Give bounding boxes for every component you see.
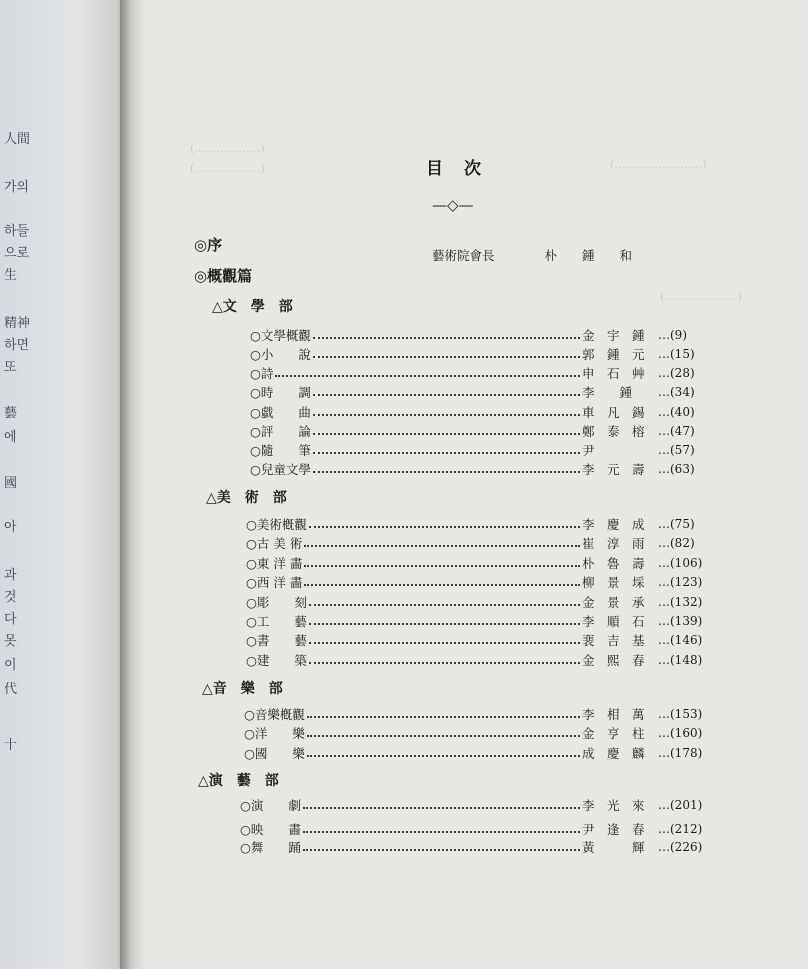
toc-entry-author: 金 亨 柱 — [582, 726, 645, 741]
left-page-fragment: 아 — [4, 520, 17, 535]
preface-heading: ◎序 — [194, 236, 223, 254]
left-page-fragment: 으로 — [4, 246, 30, 261]
toc-entry-page: …(9) — [658, 328, 687, 342]
title-divider: —◇— — [432, 196, 474, 214]
dot-leader — [309, 623, 580, 625]
dot-leader — [313, 414, 580, 416]
dot-leader — [313, 471, 580, 473]
toc-entry-page: …(148) — [658, 653, 703, 667]
toc-entry-title: ○建 築 — [246, 653, 307, 668]
toc-entry-page: …(47) — [658, 424, 695, 438]
toc-entry-title: ○兒童文學 — [250, 462, 311, 477]
category-heading: △美 術 部 — [206, 490, 287, 506]
toc-entry-page: …(139) — [658, 614, 703, 628]
left-page-fragment: 十 — [4, 738, 18, 753]
toc-entry-page: …(178) — [658, 746, 703, 760]
bleed-through-mark: (‥‥‥‥‥‥‥‥‥) — [190, 162, 265, 175]
left-page-edge — [0, 0, 132, 969]
toc-entry-title: ○時 調 — [250, 385, 311, 400]
toc-entry-author: 李 相 萬 — [582, 707, 645, 722]
toc-entry-author: 李 順 石 — [582, 614, 645, 629]
left-page-fragment: 과 — [4, 568, 17, 583]
toc-entry-title: ○評 論 — [250, 424, 311, 439]
left-page-fragment: 國 — [4, 476, 18, 491]
toc-entry-title: ○小 說 — [250, 347, 311, 362]
toc-entry-author: 黃 輝 — [582, 840, 645, 855]
dot-leader — [309, 526, 580, 528]
left-page-fragment: 에 — [4, 430, 17, 445]
toc-entry-author: 李 鍾 — [582, 385, 633, 400]
toc-entry-author: 尹 — [582, 443, 633, 458]
dot-leader — [303, 831, 580, 833]
dot-leader — [304, 565, 580, 567]
dot-leader — [313, 433, 580, 435]
toc-entry-author: 柳 景 埰 — [582, 575, 645, 590]
toc-entry-author: 尹 逢 春 — [582, 822, 645, 837]
left-page-fragment: 못 — [4, 634, 17, 649]
dot-leader — [313, 452, 580, 454]
toc-entry-title: ○彫 刻 — [246, 595, 307, 610]
dot-leader — [307, 716, 580, 718]
dot-leader — [275, 375, 580, 377]
toc-entry-author: 申 石 艸 — [582, 366, 645, 381]
toc-entry-page: …(34) — [658, 385, 695, 399]
toc-entry-title: ○文學概觀 — [250, 328, 311, 343]
left-page-fragment: 人間 — [4, 132, 31, 147]
bleed-through-mark: (‥‥‥‥‥‥‥‥‥) — [190, 142, 265, 155]
left-page-fragment: 代 — [4, 682, 18, 697]
toc-entry-title: ○美術槪觀 — [246, 517, 307, 532]
toc-entry-page: …(57) — [658, 443, 695, 457]
toc-entry-page: …(75) — [658, 517, 695, 531]
toc-entry-author: 李 慶 成 — [582, 517, 645, 532]
toc-entry-title: ○國 樂 — [244, 746, 305, 761]
left-page-fragment: 精神 — [4, 316, 31, 331]
toc-entry-title: ○工 藝 — [246, 614, 307, 629]
left-page-fragment: 이 — [4, 658, 17, 673]
toc-entry-page: …(132) — [658, 595, 703, 609]
toc-entry-title: ○戱 曲 — [250, 405, 311, 420]
toc-entry-title: ○洋 樂 — [244, 726, 305, 741]
toc-entry-title: ○西 洋 畵 — [246, 575, 303, 590]
toc-entry-page: …(15) — [658, 347, 695, 361]
toc-entry-author: 金 熙 春 — [582, 653, 645, 668]
left-page-fragment: 다 — [4, 612, 17, 627]
toc-entry-page: …(106) — [658, 556, 703, 570]
overview-heading: ◎概觀篇 — [194, 267, 253, 285]
toc-entry-page: …(63) — [658, 462, 695, 476]
toc-entry-page: …(146) — [658, 633, 703, 647]
toc-entry-author: 裵 吉 基 — [582, 633, 645, 648]
toc-entry-title: ○音樂槪觀 — [244, 707, 305, 722]
toc-entry-page: …(40) — [658, 405, 695, 419]
toc-entry-author: 李 元 壽 — [582, 462, 645, 477]
toc-entry-author: 金 宇 鍾 — [582, 328, 645, 343]
bleed-through-mark: (‥‥‥‥‥‥‥‥‥‥) — [660, 290, 742, 303]
dot-leader — [309, 662, 580, 664]
left-page-fragment: 것 — [4, 590, 17, 605]
toc-entry-page: …(123) — [658, 575, 703, 589]
category-heading: △文 學 部 — [212, 299, 293, 315]
toc-entry-title: ○古 美 術 — [246, 536, 303, 551]
toc-entry-page: …(226) — [658, 840, 703, 854]
left-page-fragment: 하면 — [4, 338, 30, 353]
toc-entry-title: ○映 畵 — [240, 822, 301, 837]
toc-entry-page: …(28) — [658, 366, 695, 380]
category-heading: △演 藝 部 — [198, 773, 279, 789]
toc-entry-title: ○詩 — [250, 366, 274, 381]
dot-leader — [309, 642, 580, 644]
toc-entry-title: ○舞 踊 — [240, 840, 301, 855]
left-page-fragment: 藝 — [4, 406, 18, 421]
toc-entry-page: …(201) — [658, 798, 703, 812]
toc-entry-title: ○演 劇 — [240, 798, 301, 813]
left-page-fragment: 가의 — [4, 180, 30, 195]
toc-page — [140, 0, 808, 969]
toc-entry-author: 朴 魯 壽 — [582, 556, 645, 571]
dot-leader — [313, 356, 580, 358]
dot-leader — [304, 545, 580, 547]
left-page-fragment: 또 — [4, 360, 17, 375]
toc-entry-author: 郭 鍾 元 — [582, 347, 645, 362]
toc-entry-author: 車 凡 錫 — [582, 405, 645, 420]
dot-leader — [309, 604, 580, 606]
dot-leader — [304, 584, 580, 586]
toc-entry-page: …(82) — [658, 536, 695, 550]
dot-leader — [313, 394, 580, 396]
dot-leader — [303, 807, 580, 809]
toc-entry-author: 金 景 承 — [582, 595, 645, 610]
toc-entry-page: …(153) — [658, 707, 703, 721]
dot-leader — [307, 735, 580, 737]
toc-entry-page: …(212) — [658, 822, 703, 836]
preface-author: 藝術院會長 朴 鍾 和 — [432, 248, 633, 263]
toc-entry-author: 李 光 來 — [582, 798, 645, 813]
toc-entry-title: ○東 洋 畵 — [246, 556, 303, 571]
category-heading: △音 樂 部 — [202, 681, 283, 697]
toc-entry-author: 鄭 泰 榕 — [582, 424, 645, 439]
toc-entry-page: …(160) — [658, 726, 703, 740]
left-page-fragment: 하들 — [4, 224, 30, 239]
toc-title: 目 次 — [426, 159, 483, 179]
toc-entry-title: ○書 藝 — [246, 633, 307, 648]
dot-leader — [303, 849, 580, 851]
dot-leader — [307, 755, 580, 757]
toc-entry-author: 成 慶 麟 — [582, 746, 645, 761]
left-page-fragment: 生 — [4, 268, 18, 283]
toc-entry-title: ○隨 筆 — [250, 443, 311, 458]
toc-entry-author: 崔 淳 雨 — [582, 536, 645, 551]
dot-leader — [313, 337, 580, 339]
bleed-through-mark: (‥‥‥‥‥‥‥‥‥‥‥‥) — [610, 158, 707, 171]
